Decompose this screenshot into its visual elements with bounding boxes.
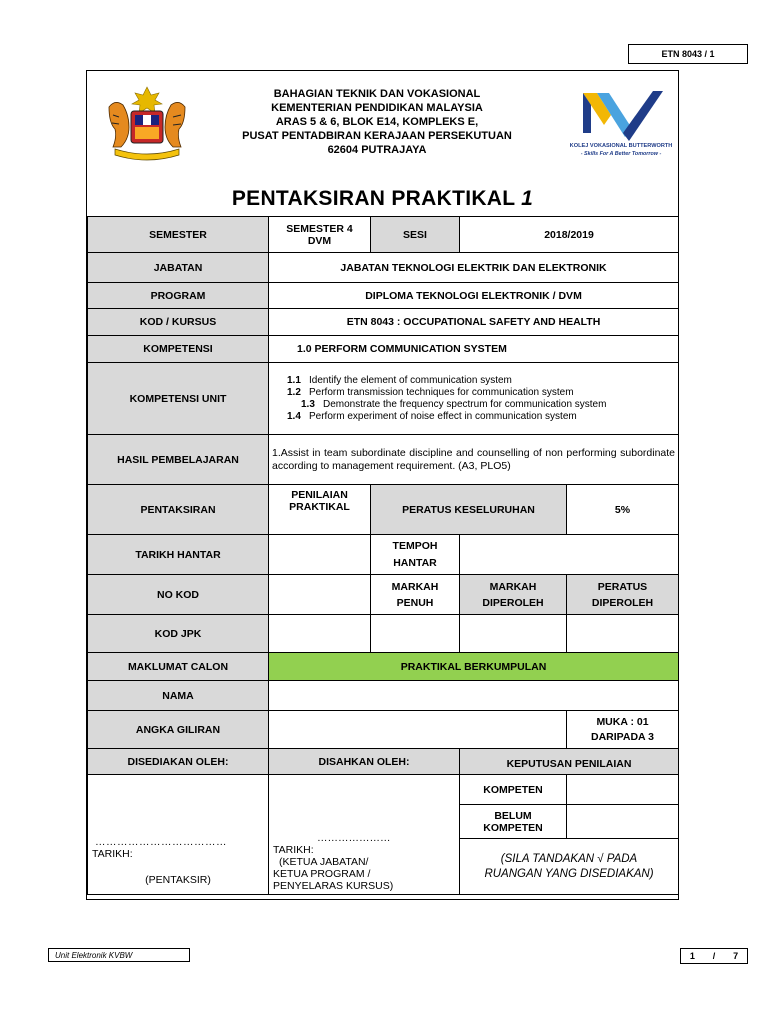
- unit-item: [287, 399, 675, 411]
- tempoh-label-line-1: TEMPOH: [392, 539, 438, 552]
- row-pentaksiran: [88, 485, 679, 535]
- no-kod-label: NO KOD: [88, 575, 269, 615]
- sila-tandakan-note: [460, 839, 679, 895]
- markah-penuh-line-2: PENUH: [396, 596, 434, 609]
- semester-value-line-2: DVM: [307, 234, 332, 247]
- page-title: [87, 187, 678, 211]
- row-jabatan: [88, 253, 679, 283]
- row-semester: [88, 217, 679, 253]
- program-value: DIPLOMA TEKNOLOGI ELEKTRONIK / DVM: [269, 283, 679, 309]
- title-main: PENTAKSIRAN PRAKTIKAL: [231, 187, 516, 210]
- unit-item-number: 1.1: [287, 374, 301, 386]
- program-label: PROGRAM: [88, 283, 269, 309]
- row-sign-headers: [88, 749, 679, 775]
- title-number: 1: [521, 187, 534, 210]
- kod-kursus-label: KOD / KURSUS: [88, 309, 269, 336]
- footer-page-total: 7: [733, 951, 739, 961]
- pentaksiran-value-line-2: PRAKTIKAL: [289, 501, 350, 513]
- agency-line-4: PUSAT PENTADBIRAN KERAJAAN PERSEKUTUAN: [242, 130, 512, 142]
- sila-line-2: RUANGAN YANG DISEDIAKAN): [484, 867, 654, 880]
- row-kompeten: [88, 775, 679, 805]
- tempoh-hantar-field[interactable]: [460, 535, 679, 575]
- unit-item: [287, 411, 675, 423]
- footer-page-separator: /: [712, 951, 716, 961]
- document-ref-code: ETN 8043 / 1: [628, 44, 748, 64]
- peratus-diperoleh-line-2: DIPEROLEH: [591, 596, 654, 609]
- muka-line-2: DARIPADA 3: [591, 730, 655, 743]
- markah-diperoleh-line-2: DIPEROLEH: [482, 596, 544, 609]
- row-kompetensi-unit: [88, 363, 679, 435]
- row-tarikh-hantar: [88, 535, 679, 575]
- ketua-sign-area: [269, 775, 460, 895]
- unit-item-text: Perform experiment of noise effect in communication system: [309, 410, 577, 422]
- row-kod-jpk: [88, 615, 679, 653]
- belum-line-1: BELUM: [494, 809, 532, 822]
- disediakan-label: DISEDIAKAN OLEH:: [88, 749, 269, 775]
- keputusan-label: KEPUTUSAN PENILAIAN: [460, 749, 679, 775]
- agency-line-1: BAHAGIAN TEKNIK DAN VOKASIONAL: [273, 88, 481, 100]
- tempoh-label-line-2: HANTAR: [393, 556, 437, 569]
- agency-line-5: 62604 PUTRAJAYA: [327, 144, 427, 156]
- unit-item-text: Perform transmission techniques for communication system: [309, 386, 574, 398]
- kompetensi-value: 1.0 PERFORM COMMUNICATION SYSTEM: [269, 336, 679, 363]
- kompetensi-unit-list: [269, 363, 679, 435]
- pentaksir-sign-dots: ………………………………: [95, 836, 227, 848]
- unit-item: [287, 387, 675, 399]
- kod-kursus-value: ETN 8043 : OCCUPATIONAL SAFETY AND HEALTH: [269, 309, 679, 336]
- peratus-diperoleh-line-1: PERATUS: [597, 580, 648, 593]
- maklumat-calon-label: MAKLUMAT CALON: [88, 653, 269, 681]
- unit-item: [287, 375, 675, 387]
- unit-item-text: Demonstrate the frequency spectrum for communication system: [323, 398, 607, 410]
- row-hasil: [88, 435, 679, 485]
- footer-unit-label: Unit Elektronik KVBW: [48, 948, 190, 962]
- sila-line-1: (SILA TANDAKAN √ PADA: [500, 852, 638, 865]
- muka-line-1: MUKA : 01: [596, 715, 649, 728]
- semester-label: SEMESTER: [88, 217, 269, 253]
- peratus-diperoleh-field[interactable]: [567, 615, 679, 653]
- sheet-header: [87, 71, 678, 216]
- ketua-tarikh: TARIKH:: [273, 844, 314, 856]
- sesi-label: SESI: [371, 217, 460, 253]
- logo-motto-text: - Skills For A Better Tomorrow -: [580, 151, 662, 157]
- unit-item-number: 1.4: [287, 410, 301, 422]
- angka-giliran-label: ANGKA GILIRAN: [88, 711, 269, 749]
- agency-line-3: ARAS 5 & 6, BLOK E14, KOMPLEKS E,: [275, 116, 479, 128]
- markah-penuh-line-1: MARKAH: [391, 580, 439, 593]
- pentaksir-sign-area: [88, 775, 269, 895]
- malaysia-crest-icon: [101, 85, 193, 163]
- peratus-value: 5%: [567, 485, 679, 535]
- nama-label: NAMA: [88, 681, 269, 711]
- peratus-label: PERATUS KESELURUHAN: [371, 485, 567, 535]
- no-kod-field[interactable]: [269, 575, 371, 615]
- disahkan-label: DISAHKAN OLEH:: [269, 749, 460, 775]
- tempoh-hantar-label: [371, 535, 460, 575]
- nama-field[interactable]: [269, 681, 679, 711]
- unit-item-number: 1.3: [301, 398, 315, 410]
- pentaksir-role: (PENTAKSIR): [145, 874, 211, 886]
- unit-item-text: Identify the element of communication system: [309, 374, 512, 386]
- row-angka-giliran: [88, 711, 679, 749]
- kod-jpk-field[interactable]: [269, 615, 371, 653]
- markah-diperoleh-field[interactable]: [460, 615, 567, 653]
- peratus-diperoleh-label: [567, 575, 679, 615]
- angka-giliran-field[interactable]: [269, 711, 567, 749]
- pentaksiran-value: [269, 485, 371, 535]
- ketua-role-line-2: KETUA PROGRAM /: [273, 868, 371, 880]
- markah-penuh-label: [371, 575, 460, 615]
- pentaksiran-value-line-1: PENILAIAN: [291, 489, 348, 501]
- kompeten-checkbox[interactable]: [567, 775, 679, 805]
- tarikh-hantar-field[interactable]: [269, 535, 371, 575]
- tarikh-hantar-label: TARIKH HANTAR: [88, 535, 269, 575]
- kolej-vokasional-logo-icon: [569, 89, 673, 159]
- maklumat-calon-value: PRAKTIKAL BERKUMPULAN: [269, 653, 679, 681]
- semester-value: [269, 217, 371, 253]
- row-no-kod: [88, 575, 679, 615]
- kod-jpk-label: KOD JPK: [88, 615, 269, 653]
- row-nama: [88, 681, 679, 711]
- footer-page-current: 1: [689, 951, 695, 961]
- kompetensi-label: KOMPETENSI: [88, 336, 269, 363]
- jabatan-label: JABATAN: [88, 253, 269, 283]
- hasil-value: 1.Assist in team subordinate discipline and counselling of non performing subordinate according to management requirement. (A3, PLO5): [269, 435, 679, 485]
- pentaksiran-label: PENTAKSIRAN: [88, 485, 269, 535]
- belum-kompeten-label: [460, 805, 567, 839]
- ketua-sign-dots: …………………: [317, 832, 391, 844]
- ketua-role-line-1: (KETUA JABATAN/: [279, 856, 369, 868]
- assessment-sheet: [86, 70, 679, 900]
- row-program: [88, 283, 679, 309]
- row-kod-kursus: [88, 309, 679, 336]
- kompeten-label: KOMPETEN: [460, 775, 567, 805]
- semester-value-line-1: SEMESTER 4: [286, 222, 353, 235]
- unit-item-number: 1.2: [287, 386, 301, 398]
- muka-surat: [567, 711, 679, 749]
- belum-kompeten-checkbox[interactable]: [567, 805, 679, 839]
- markah-penuh-field[interactable]: [371, 615, 460, 653]
- hasil-label: HASIL PEMBELAJARAN: [88, 435, 269, 485]
- agency-address: [217, 87, 537, 157]
- jabatan-value: JABATAN TEKNOLOGI ELEKTRIK DAN ELEKTRONIK: [269, 253, 679, 283]
- logo-college-text: KOLEJ VOKASIONAL BUTTERWORTH: [569, 143, 673, 149]
- ketua-role-line-3: PENYELARAS KURSUS): [273, 880, 394, 892]
- row-maklumat-calon: [88, 653, 679, 681]
- agency-line-2: KEMENTERIAN PENDIDIKAN MALAYSIA: [271, 102, 483, 114]
- pentaksir-tarikh: TARIKH:: [92, 848, 133, 860]
- footer-page-number: [680, 948, 748, 964]
- kompetensi-unit-label: KOMPETENSI UNIT: [88, 363, 269, 435]
- sesi-value: 2018/2019: [460, 217, 679, 253]
- markah-diperoleh-line-1: MARKAH: [489, 580, 537, 593]
- assessment-form-table: [87, 216, 679, 895]
- belum-line-2: KOMPETEN: [483, 821, 543, 834]
- row-kompetensi: [88, 336, 679, 363]
- markah-diperoleh-label: [460, 575, 567, 615]
